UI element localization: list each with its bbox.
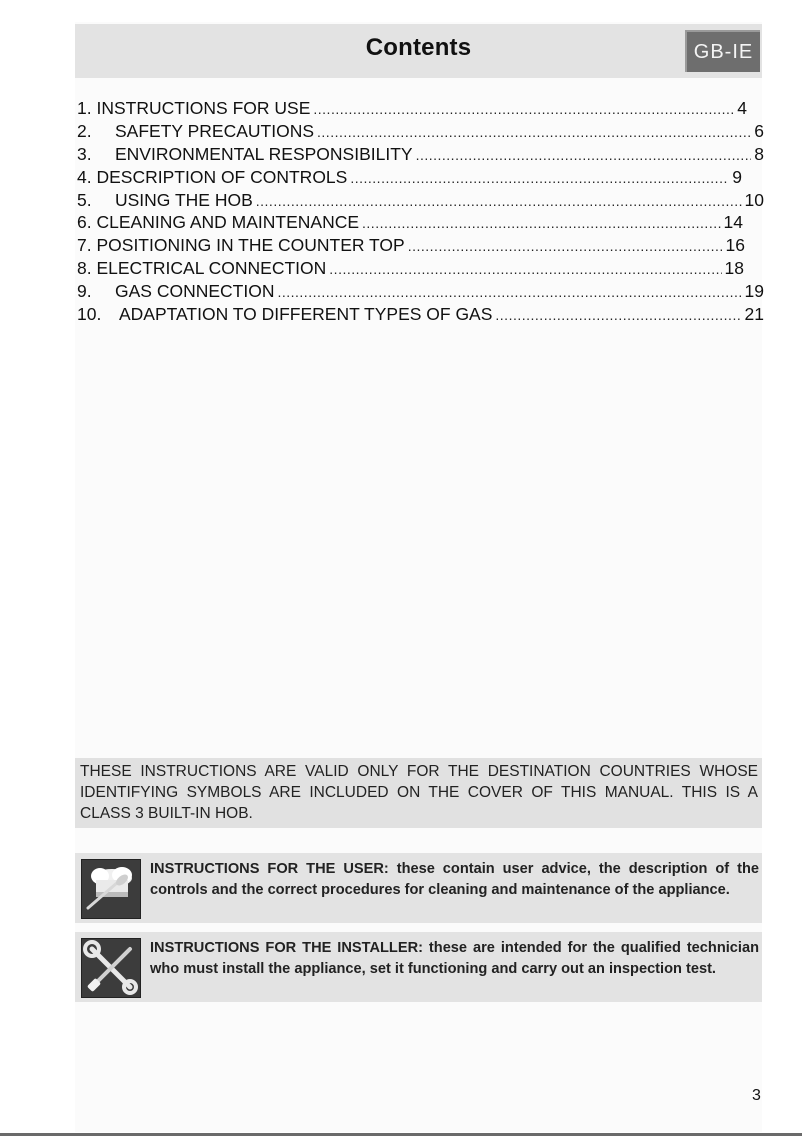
- toc-entry[interactable]: [77, 258, 744, 281]
- toc-entry-title: POSITIONING IN THE COUNTER TOP: [96, 235, 405, 256]
- toc-entry-number: 2.: [77, 120, 92, 141]
- toc-leader-dots: [277, 284, 741, 300]
- toc-entry[interactable]: [77, 121, 764, 144]
- toc-entry[interactable]: [77, 190, 764, 213]
- toc-entry-page: 18: [724, 258, 744, 279]
- toc-entry-number: 1.: [77, 98, 92, 118]
- toc-entry-page: 19: [744, 281, 764, 302]
- toc-entry-number: 4.: [77, 166, 92, 187]
- toc-leader-dots: [416, 147, 752, 163]
- toc-entry-number: 3.: [77, 143, 92, 164]
- user-instructions-box: [75, 853, 762, 923]
- contents-header: [75, 24, 762, 78]
- toc-entry-title: DESCRIPTION OF CONTROLS: [96, 166, 348, 187]
- table-of-contents: [77, 98, 767, 327]
- validity-notice: THESE INSTRUCTIONS ARE VALID ONLY FOR THE DESTINATION COUNTRIES WHOSE IDENTIFYING SYMBOLS ARE INCLUDED ON THE COVER OF THIS MANUAL. THIS IS A CLASS 3 BUILT-IN HOB.: [75, 758, 762, 828]
- toc-entry[interactable]: [77, 144, 764, 167]
- toc-entry-page: 21: [744, 304, 764, 325]
- installer-instructions-text: INSTRUCTIONS FOR THE INSTALLER: these are intended for the qualified technician who must install the appliance, set it functioning and carry out an inspection test.: [150, 940, 759, 977]
- toc-entry-page: 10: [744, 189, 764, 210]
- toc-entry-number: 6.: [77, 212, 92, 233]
- toc-entry[interactable]: [77, 281, 764, 304]
- toc-entry[interactable]: [77, 167, 742, 190]
- toc-leader-dots: [329, 261, 721, 277]
- page-title: Contents: [365, 34, 472, 61]
- toc-entry-title: ENVIRONMENTAL RESPONSIBILITY: [115, 143, 413, 164]
- toc-entry-title: CLEANING AND MAINTENANCE: [96, 212, 360, 233]
- toc-entry-title: ADAPTATION TO DIFFERENT TYPES OF GAS: [119, 304, 493, 325]
- toc-leader-dots: [256, 193, 742, 209]
- toc-entry-number: 9.: [77, 281, 92, 302]
- toc-leader-dots: [317, 124, 751, 140]
- toc-entry-page: 14: [723, 212, 743, 233]
- toc-entry-page: 6: [754, 120, 764, 141]
- toc-entry-title: ELECTRICAL CONNECTION: [96, 258, 327, 279]
- toc-entry[interactable]: [77, 212, 743, 235]
- toc-entry-number: 8.: [77, 258, 92, 279]
- toc-leader-dots: [408, 238, 723, 254]
- toc-entry-title: GAS CONNECTION: [115, 281, 275, 302]
- toc-entry-page: 9: [732, 166, 742, 187]
- toc-leader-dots: [362, 215, 721, 231]
- installer-instructions-box: [75, 932, 762, 1002]
- toc-entry-page: 8: [754, 143, 764, 164]
- toc-entry[interactable]: [77, 235, 745, 258]
- toc-entry-number: 5.: [77, 189, 92, 210]
- toc-entry[interactable]: [77, 304, 764, 327]
- toc-leader-dots: [350, 170, 729, 186]
- page-number: 3: [752, 1087, 761, 1104]
- toc-entry-number: 7.: [77, 235, 92, 256]
- toc-leader-dots: [313, 101, 734, 117]
- toc-entry-title: SAFETY PRECAUTIONS: [115, 120, 315, 141]
- toc-entry-page: 16: [725, 235, 745, 256]
- toc-entry-number: 10.: [77, 304, 102, 325]
- wrench-screwdriver-icon: [81, 938, 141, 998]
- toc-leader-dots: [495, 307, 741, 323]
- toc-entry-title: USING THE HOB: [115, 189, 253, 210]
- toc-entry-page: 4: [737, 98, 747, 118]
- country-badge: GB-IE: [685, 30, 760, 72]
- toc-entry[interactable]: [77, 98, 747, 121]
- toc-entry-title: INSTRUCTIONS FOR USE: [96, 98, 311, 118]
- chef-hat-spoon-icon: [81, 859, 141, 919]
- user-instructions-text: INSTRUCTIONS FOR THE USER: these contain user advice, the description of the controls and the correct procedures for cleaning and maintenance of the appliance.: [150, 861, 759, 898]
